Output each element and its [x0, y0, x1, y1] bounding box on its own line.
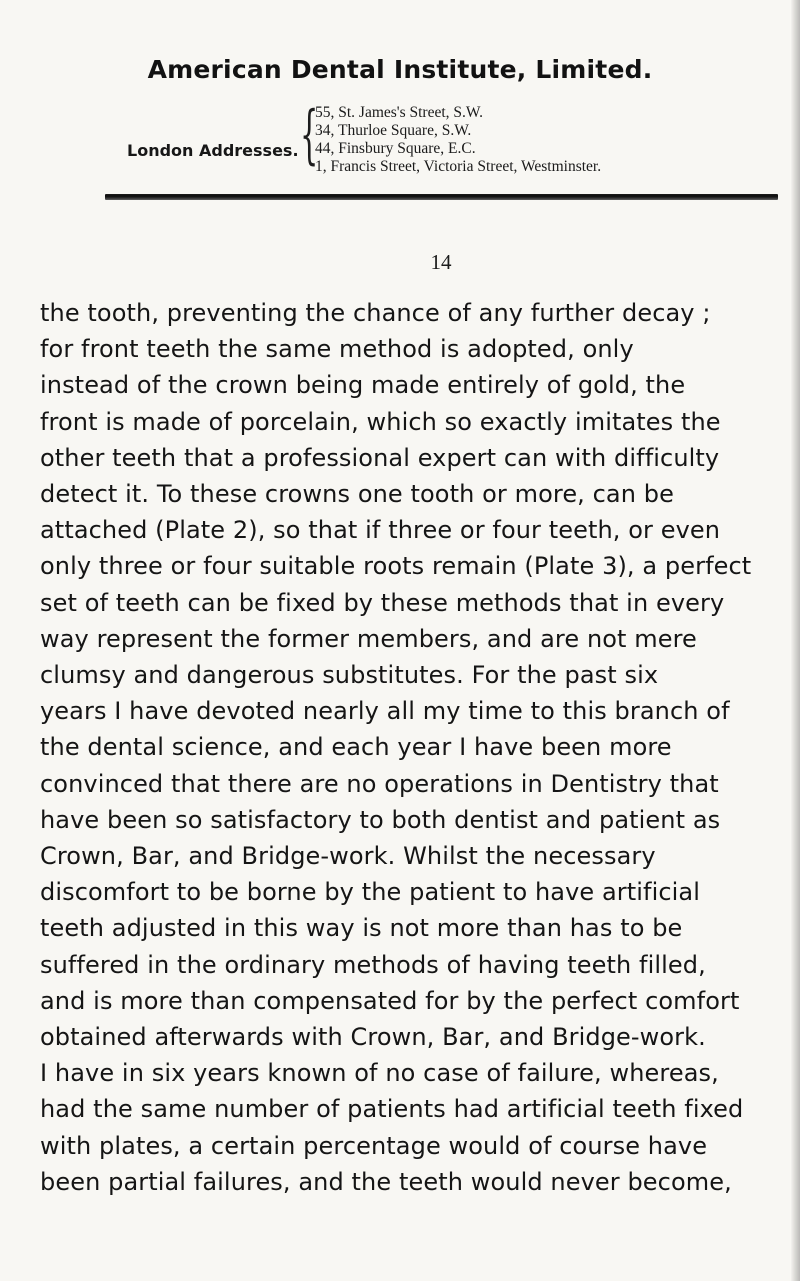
text-line: have been so satisfactory to both dentist and patient as [40, 805, 721, 834]
address-line: 55, St. James's Street, S.W. [315, 104, 483, 121]
text-line: other teeth that a professional expert can with difficulty [40, 443, 720, 472]
text-line: suffered in the ordinary methods of having teeth filled, [40, 950, 706, 979]
text-line: detect it. To these crowns one tooth or more, can be [40, 480, 674, 509]
london-addresses-label: London Addresses. [127, 141, 299, 160]
text-line: I have in six years known of no case of failure, whereas, [40, 1059, 719, 1088]
text-line: front is made of porcelain, which so exactly imitates the [40, 407, 721, 436]
text-line: discomfort to be borne by the patient to have artificial [40, 878, 700, 907]
text-line: clumsy and dangerous substitutes. For the past six [40, 661, 659, 690]
address-line: 34, Thurloe Square, S.W. [315, 122, 472, 139]
text-line: the tooth, preventing the chance of any further decay ; [40, 299, 711, 327]
institute-title: American Dental Institute, Limited. [147, 55, 653, 84]
text-line: years I have devoted nearly all my time to this branch of [40, 697, 730, 726]
address-list [315, 104, 601, 176]
text-line: attached (Plate 2), so that if three or four teeth, or even [40, 516, 721, 545]
address-line: 1, Francis Street, Victoria Street, Westminster. [315, 158, 602, 175]
text-line: and is more than compensated for by the perfect comfort [40, 986, 740, 1015]
text-line: instead of the crown being made entirely of gold, the [40, 371, 686, 400]
text-line: for front teeth the same method is adopted, only [40, 335, 634, 364]
address-brace: { [300, 98, 319, 172]
address-line: 44, Finsbury Square, E.C. [315, 140, 476, 157]
text-line: obtained afterwards with Crown, Bar, and Bridge-work. [40, 1023, 706, 1052]
text-line: teeth adjusted in this way is not more than has to be [40, 914, 683, 943]
page-number: 14 [430, 250, 452, 274]
body-text [40, 295, 790, 1200]
text-line: the dental science, and each year I have been more [40, 733, 672, 762]
text-line: with plates, a certain percentage would of course have [40, 1131, 708, 1160]
text-line: Crown, Bar, and Bridge-work. Whilst the necessary [40, 842, 656, 871]
header-rule [105, 194, 778, 200]
text-line: only three or four suitable roots remain (Plate 3), a perfect [40, 552, 752, 581]
page-edge-shadow [791, 0, 800, 1281]
text-line: convinced that there are no operations in Dentistry that [40, 769, 719, 798]
text-line: set of teeth can be fixed by these methods that in every [40, 588, 725, 617]
text-line: had the same number of patients had artificial teeth fixed [40, 1095, 744, 1124]
text-line: way represent the former members, and are not mere [40, 624, 697, 653]
text-line: been partial failures, and the teeth would never become, [40, 1167, 732, 1196]
